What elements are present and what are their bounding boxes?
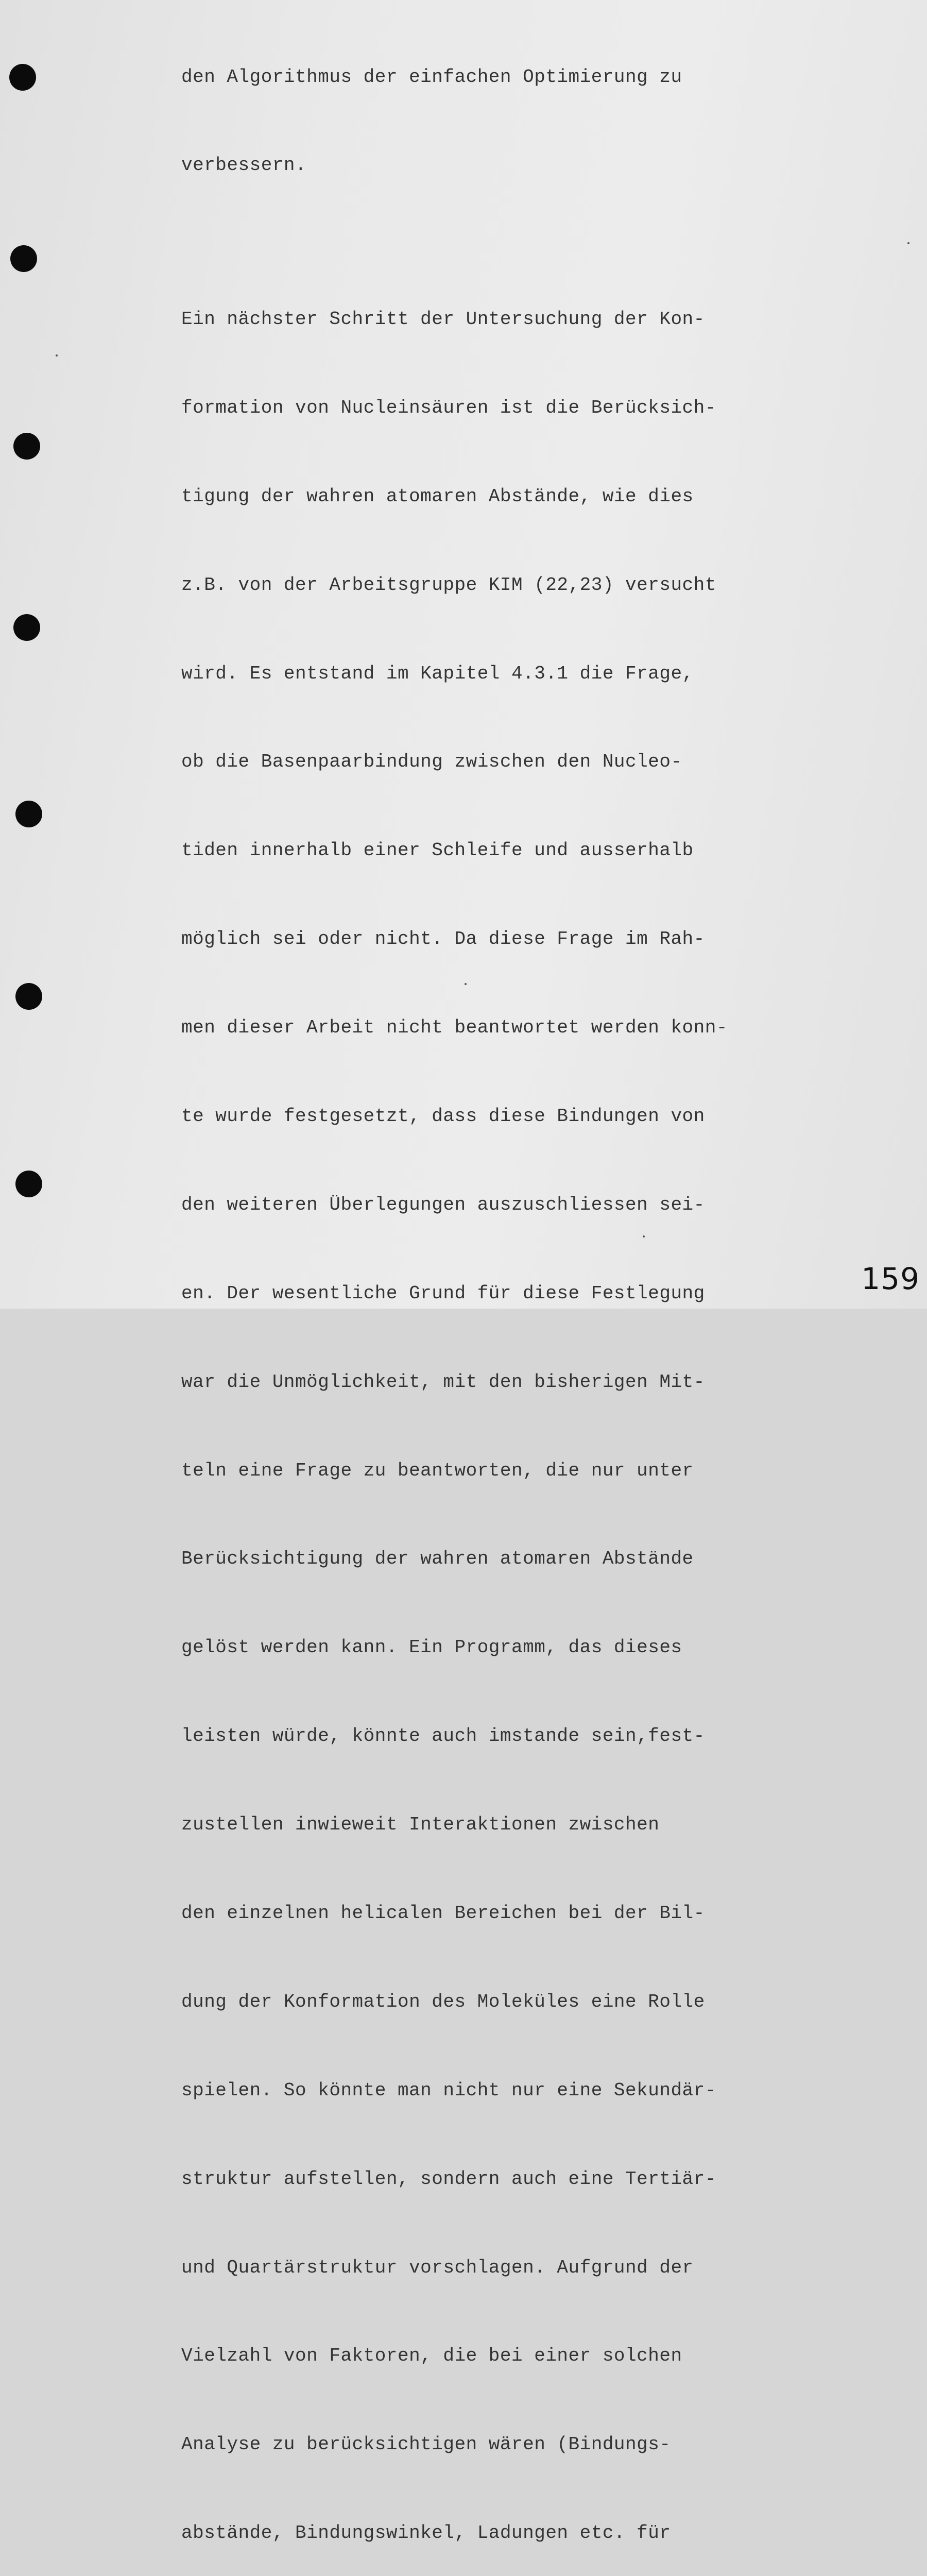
paragraph-gap	[181, 239, 799, 245]
text-line: den einzelnen helicalen Bereichen bei der Bil-	[181, 1903, 705, 1924]
text-line: den Algorithmus der einfachen Optimierung zu	[181, 66, 682, 88]
text-line: verbessern.	[181, 155, 307, 176]
text-line: z.B. von der Arbeitsgruppe KIM (22,23) versucht	[181, 574, 716, 596]
text-line: te wurde festgesetzt, dass diese Bindungen von	[181, 1105, 705, 1127]
text-line: Vielzahl von Faktoren, die bei einer solchen	[181, 2345, 682, 2367]
text-line: leisten würde, könnte auch imstande sein,fest-	[181, 1725, 705, 1747]
text-line: Berücksichtigung der wahren atomaren Abstände	[181, 1548, 694, 1570]
punch-hole	[15, 801, 42, 827]
text-line: en. Der wesentliche Grund für diese Festlegung	[181, 1282, 705, 1304]
text-line: gelöst werden kann. Ein Programm, das dieses	[181, 1637, 682, 1658]
paper-speck	[907, 242, 909, 244]
punch-hole	[15, 983, 42, 1010]
punch-hole	[10, 245, 37, 272]
text-line: struktur aufstellen, sondern auch eine Tertiär-	[181, 2168, 716, 2190]
text-line: zustellen inwieweit Interaktionen zwischen	[181, 1814, 660, 1836]
text-line: tigung der wahren atomaren Abstände, wie dies	[181, 485, 694, 507]
punch-hole	[9, 64, 36, 91]
page-number: 159	[861, 1261, 920, 1296]
text-line: teln eine Frage zu beantworten, die nur unter	[181, 1460, 694, 1481]
text-line: und Quartärstruktur vorschlagen. Aufgrund der	[181, 2257, 694, 2278]
text-line: ob die Basenpaarbindung zwischen den Nucleo-	[181, 751, 682, 773]
text-line: dung der Konformation des Moleküles eine Rolle	[181, 1991, 705, 2012]
text-line: Ein nächster Schritt der Untersuchung der Kon-	[181, 308, 705, 330]
typewritten-body-text	[181, 3, 799, 2576]
text-line: men dieser Arbeit nicht beantwortet werden konn-	[181, 1017, 728, 1039]
paper-speck	[56, 354, 58, 357]
text-line: formation von Nucleinsäuren ist die Berücksich-	[181, 397, 716, 418]
text-line: den weiteren Überlegungen auszuschliessen sei-	[181, 1194, 705, 1215]
punch-hole	[13, 614, 40, 641]
punch-hole	[13, 433, 40, 460]
text-line: wird. Es entstand im Kapitel 4.3.1 die Frage,	[181, 663, 694, 684]
punch-hole	[15, 1171, 42, 1197]
text-line: war die Unmöglichkeit, mit den bisherigen Mit-	[181, 1371, 705, 1393]
text-line: möglich sei oder nicht. Da diese Frage im Rah-	[181, 928, 705, 950]
text-line: tiden innerhalb einer Schleife und ausserhalb	[181, 840, 694, 861]
text-line: Analyse zu berücksichtigen wären (Bindungs-	[181, 2434, 671, 2455]
text-line: abstände, Bindungswinkel, Ladungen etc. für	[181, 2522, 671, 2544]
text-line: spielen. So könnte man nicht nur eine Sekundär-	[181, 2079, 716, 2101]
